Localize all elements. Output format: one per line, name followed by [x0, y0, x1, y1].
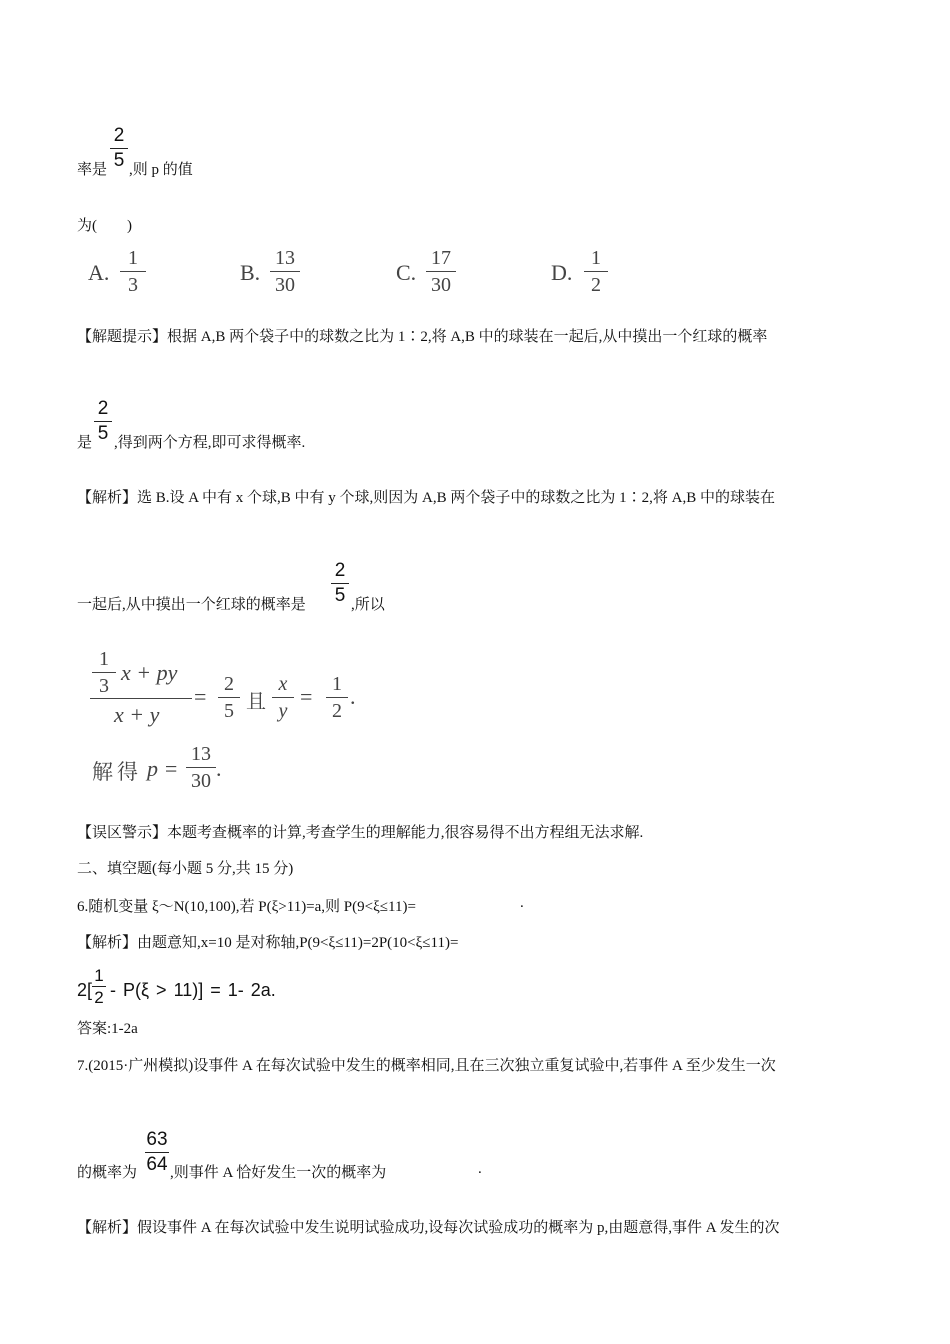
option-c-label: C. — [396, 260, 417, 285]
eq-x-over-y-bar — [272, 697, 294, 698]
q6-expr-den: 2 — [94, 988, 104, 1007]
eq-small-bar — [92, 672, 116, 673]
solve-fraction — [186, 742, 216, 793]
q7-frac-den: 64 — [146, 1154, 168, 1175]
option-d-num: 1 — [591, 247, 601, 269]
q7-fraction — [145, 1129, 169, 1176]
frac-den: 5 — [97, 423, 109, 444]
option-a-label: A. — [88, 260, 110, 285]
analysis-text: 【解析】选 B.设 A 中有 x 个球,B 中有 y 个球,则因为 A,B 两个袋子中的球数之比为 1∶2,将 A,B 中的球装在 — [77, 490, 775, 506]
solve-label: 解得 — [92, 760, 142, 784]
analysis2-suffix: ,所以 — [351, 597, 385, 613]
option-d-den: 2 — [591, 274, 601, 296]
for-line: 为( ) — [77, 218, 132, 234]
eq-one-2: 1 — [332, 673, 342, 695]
eq-two-2: 2 — [332, 700, 342, 722]
rate-fraction — [110, 125, 128, 172]
eq-three: 3 — [99, 675, 109, 697]
q7-frac-bar — [145, 1152, 169, 1153]
solve-den: 30 — [191, 770, 211, 792]
q7-frac-num: 63 — [146, 1129, 168, 1150]
q6-answer: 答案:1-2a — [77, 1021, 138, 1037]
eq-two-fifths — [218, 672, 240, 723]
option-b-den: 30 — [275, 274, 295, 296]
eq-one-half-bar — [326, 697, 348, 698]
option-d-label: D. — [551, 260, 573, 285]
analysis-fraction — [331, 560, 349, 607]
option-a-fraction — [120, 246, 146, 297]
eq-and: 且 — [246, 691, 266, 713]
option-c-fraction — [426, 246, 456, 297]
warning-text: 【误区警示】本题考查概率的计算,考查学生的理解能力,很容易得不出方程组无法求解. — [77, 825, 644, 841]
analysis2-prefix: 一起后,从中摸出一个红球的概率是 — [77, 597, 306, 613]
option-a-bar — [120, 271, 146, 272]
q6-question: 6.随机变量 ξ～N(10,100),若 P(ξ>11)=a,则 P(9<ξ≤11)= — [77, 899, 416, 915]
option-b-fraction — [270, 246, 300, 297]
frac-den: 5 — [334, 585, 346, 606]
q6-expr-pre: 2[ — [77, 980, 93, 1000]
eq-equals-1: = — [194, 684, 207, 709]
q6-expr-fraction — [92, 966, 106, 1007]
eq-one: 1 — [99, 648, 109, 670]
q7-prob-prefix: 的概率为 — [77, 1165, 138, 1181]
frac-num: 2 — [334, 560, 346, 581]
q6-expr-post: - P(ξ > 11)] = 1- 2a. — [110, 980, 276, 1000]
frac-num: 2 — [113, 125, 125, 146]
q7-analysis: 【解析】假设事件 A 在每次试验中发生说明试验成功,设每次试验成功的概率为 p,由题意得,事件 A 发生的次 — [77, 1220, 780, 1236]
q7-prob-suffix: ,则事件 A 恰好发生一次的概率为 — [170, 1165, 387, 1181]
option-a-den: 3 — [128, 274, 138, 296]
eq-y: y — [278, 700, 288, 722]
eq-bottom: x + y — [114, 702, 160, 727]
option-c-bar — [426, 271, 456, 272]
q6-expr-num: 1 — [94, 966, 104, 985]
q6-expr-bar — [92, 986, 106, 987]
solve-p: p = — [147, 756, 179, 781]
option-b-label: B. — [240, 260, 261, 285]
eq-two: 2 — [224, 673, 234, 695]
eq-main-bar — [90, 698, 192, 699]
q6-analysis: 【解析】由题意知,x=10 是对称轴,P(9<ξ≤11)=2P(10<ξ≤11)= — [77, 935, 459, 951]
solve-num: 13 — [191, 743, 211, 765]
eq-x-over-y — [272, 672, 294, 723]
hint-text: 【解题提示】根据 A,B 两个袋子中的球数之比为 1∶2,将 A,B 中的球装在一起后,从中摸出一个红球的概率 — [77, 329, 768, 345]
frac-bar — [94, 421, 112, 422]
option-c-num: 17 — [431, 247, 451, 269]
eq-five: 5 — [224, 700, 234, 722]
q6-question-end: . — [520, 895, 524, 911]
frac-num: 2 — [97, 398, 109, 419]
hint2-suffix: ,得到两个方程,即可求得概率. — [114, 435, 306, 451]
frac-den: 5 — [113, 150, 125, 171]
eq-one-half — [326, 672, 348, 723]
frac-bar — [331, 583, 349, 584]
solve-bar — [186, 767, 216, 768]
option-a-num: 1 — [128, 247, 138, 269]
section-title: 二、填空题(每小题 5 分,共 15 分) — [77, 861, 294, 877]
option-b-num: 13 — [275, 247, 295, 269]
solve-dot: . — [216, 756, 222, 781]
eq-equals-2: = — [300, 684, 313, 709]
option-c-den: 30 — [431, 274, 451, 296]
eq-x: x — [278, 673, 288, 695]
hint2-prefix: 是 — [77, 435, 93, 451]
q7-prob-end: . — [478, 1161, 482, 1177]
q7-question: 7.(2015·广州模拟)设事件 A 在每次试验中发生的概率相同,且在三次独立重复试验中,若事件 A 至少发生一次 — [77, 1058, 776, 1074]
frac-bar — [110, 148, 128, 149]
eq-small-fraction — [92, 647, 116, 698]
eq-top-rest: x + py — [121, 660, 178, 685]
eq-two-fifths-bar — [218, 697, 240, 698]
eq-dot: . — [350, 684, 356, 709]
hint-fraction — [94, 398, 112, 445]
option-d-fraction — [584, 246, 608, 297]
rate-prefix: 率是 — [77, 162, 108, 178]
option-b-bar — [270, 271, 300, 272]
option-d-bar — [584, 271, 608, 272]
rate-suffix: ,则 p 的值 — [129, 162, 193, 178]
